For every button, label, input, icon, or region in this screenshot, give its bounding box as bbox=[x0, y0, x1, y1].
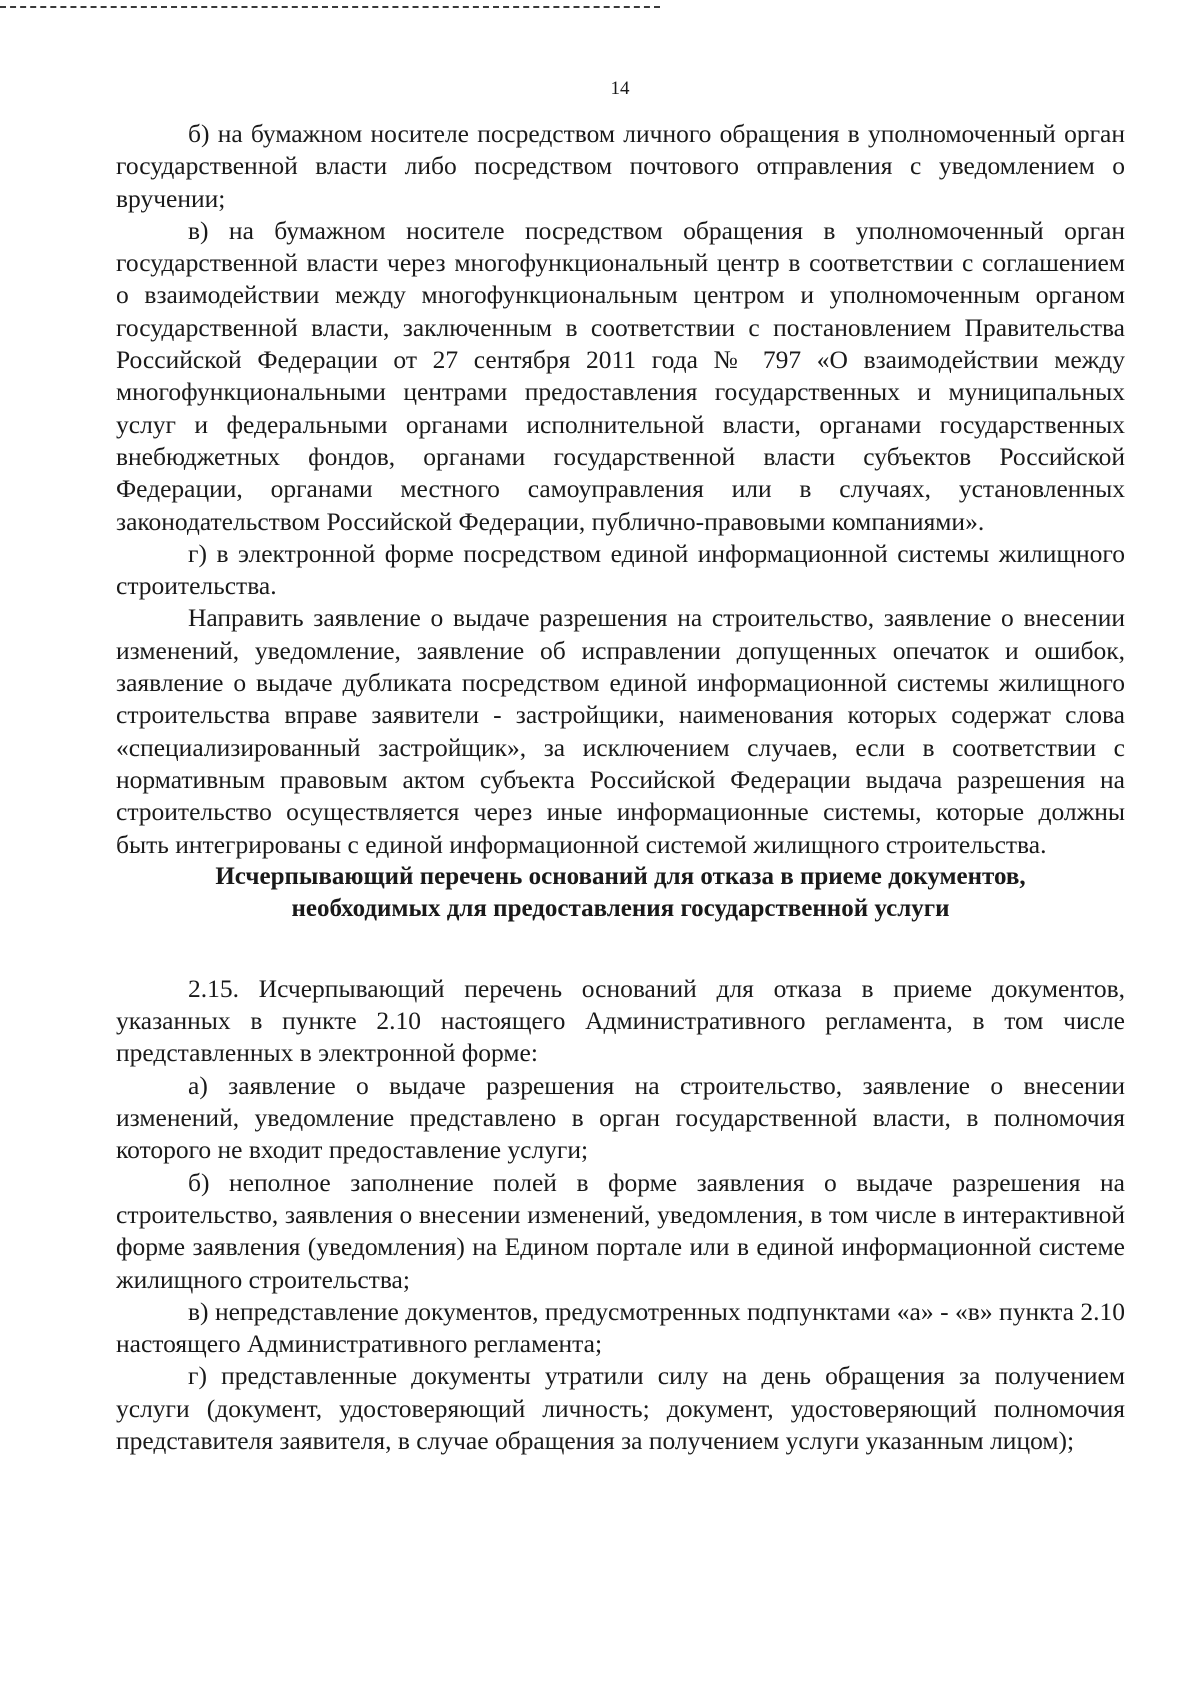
paragraph-refusal-a: а) заявление о выдаче разрешения на строительство, заявление о внесении изменений, уведомление представлено в орган государственной власти, в полномочия которого не входит предоставление услуги; bbox=[116, 1070, 1125, 1165]
paragraph-v-paper-mfc: в) на бумажном носителе посредством обращения в уполномоченный орган государственной власти через многофункциональный центр в соответствии с соглашением о взаимодействии между многофункциональным центром и уполномоченным органом государственной власти, заключенным в соответствии с постановлением Правительства Российской Федерации от 27 сентября 2011 года № 797 «О взаимодействии между многофункциональными центрами предоставления государственных и муниципальных услуг и федеральными органами исполнительной власти, органами государственных внебюджетных фондов, органами государственной власти субъектов Российской Федерации, органами местного самоуправления или в случаях, установленных законодательством Российской Федерации, публично-правовыми компаниями». bbox=[116, 215, 1125, 536]
paragraph-refusal-v: в) непредставление документов, предусмотренных подпунктами «а» - «в» пункта 2.10 настоящего Административного регламента; bbox=[116, 1296, 1125, 1359]
paragraph-submission-rules: Направить заявление о выдаче разрешения на строительство, заявление о внесении изменений, уведомление, заявление об исправлении допущенных опечаток и ошибок, заявление о выдаче дубликата посредством единой информационной системы жилищного строительства вправе заявители - застройщики, наименования которых содержат слова «специализированный застройщик», за исключением случаев, если в соответствии с нормативным правовым актом субъекта Российской Федерации выдача разрешения на строительство осуществляется через иные информационные системы, которые должны быть интегрированы с единой информационной системой жилищного строительства. bbox=[116, 603, 1125, 859]
paragraph-g-electronic: г) в электронной форме посредством единой информационной системы жилищного строительства. bbox=[116, 538, 1125, 601]
paragraph-b-paper-personal: б) на бумажном носителе посредством личного обращения в уполномоченный орган государственной власти либо посредством почтового отправления с уведомлением о вручении; bbox=[116, 119, 1125, 213]
paragraph-refusal-b: б) неполное заполнение полей в форме заявления о выдаче разрешения на строительство, заявления о внесении изменений, уведомления, в том числе в интерактивной форме заявления (уведомления) на Едином портале или в единой информационной системе жилищного строительства; bbox=[116, 1167, 1125, 1294]
paragraph-2-15: 2.15. Исчерпывающий перечень оснований для отказа в приеме документов, указанных в пункте 2.10 настоящего Административного регламента, в том числе представленных в электронной форме: bbox=[116, 973, 1125, 1068]
section-heading-line-2: необходимых для предоставления государственной услуги bbox=[291, 894, 950, 922]
paragraph-refusal-g: г) представленные документы утратили силу на день обращения за получением услуги (документ, удостоверяющий личность; документ, удостоверяющий полномочия представителя заявителя, в случае обращения за получением услуги указанным лицом); bbox=[116, 1361, 1125, 1455]
section-heading bbox=[116, 861, 1125, 925]
document-body bbox=[116, 118, 1125, 1457]
scan-edge-line bbox=[0, 6, 660, 8]
page-number: 14 bbox=[610, 78, 630, 99]
spacer bbox=[116, 925, 1125, 973]
section-heading-line-1: Исчерпывающий перечень оснований для отказа в приеме документов, bbox=[215, 862, 1026, 890]
